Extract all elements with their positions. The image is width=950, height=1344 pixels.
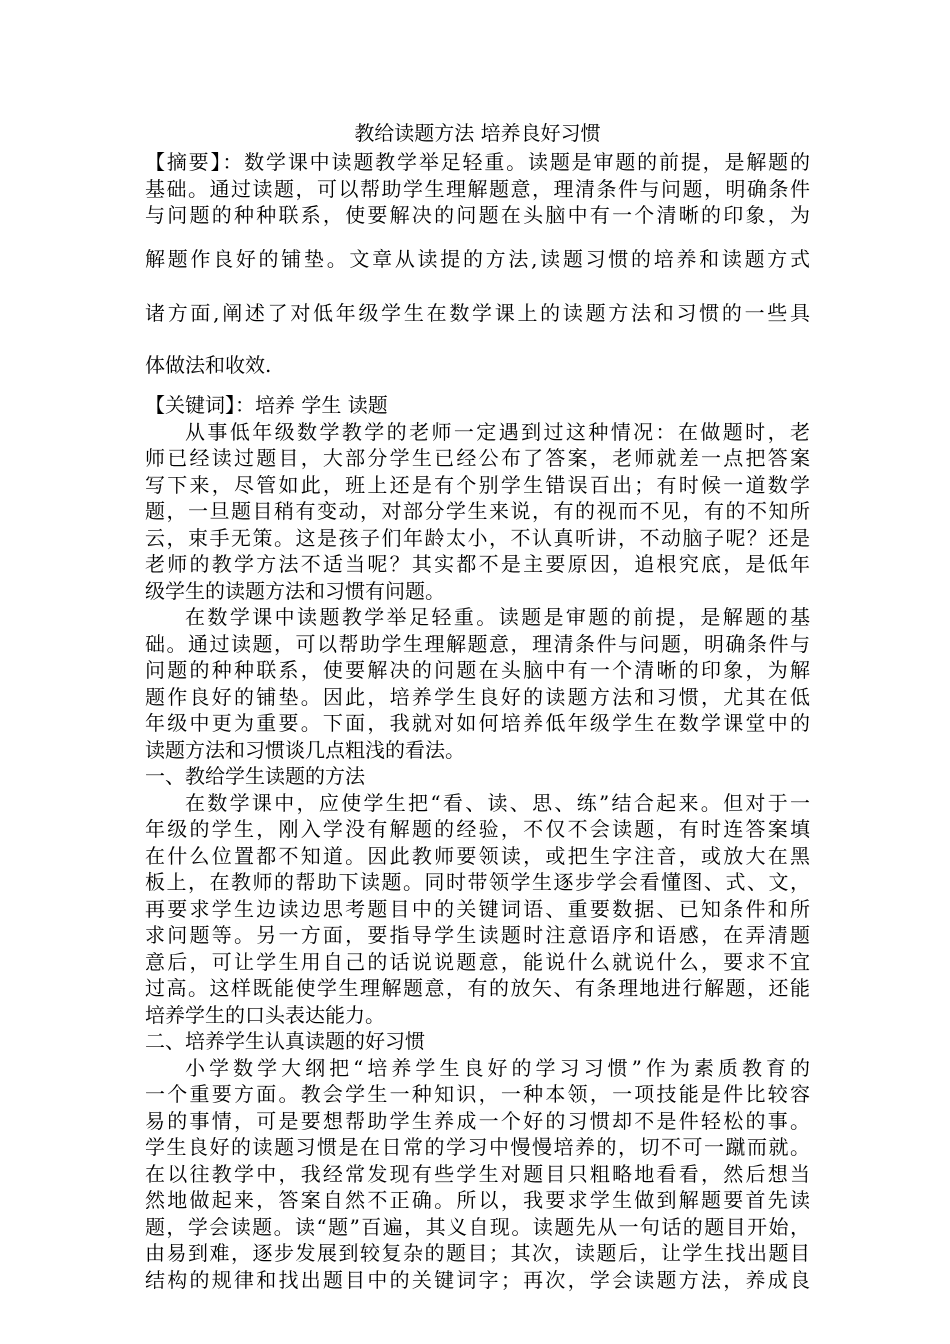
paragraph-line: 在以往教学中，我经常发现有些学生对题目只粗略地看看，然后想当: [145, 1161, 810, 1186]
abstract-line: 与问题的种种联系，使要解决的问题在头脑中有一个清晰的印象，为: [145, 203, 810, 227]
paragraph-line: 年级中更为重要。下面，我就对如何培养低年级学生在数学课堂中的: [145, 711, 810, 735]
paragraph-line: 由易到难，逐步发展到较复杂的题目；其次，读题后，让学生找出题目: [145, 1241, 810, 1265]
paragraph-line: 老师的教学方法不适当呢？其实都不是主要原因，追根究底，是低年: [145, 552, 810, 576]
abstract-line: 基础。通过读题，可以帮助学生理解题意，理清条件与问题，明确条件: [145, 176, 810, 201]
paragraph-line: 板上，在教师的帮助下读题。同时带领学生逐步学会看懂图、式、文，: [145, 870, 810, 894]
paragraph-line: 题，学会读题。读“题”百遍，其义自现。读题先从一句话的题目开始，: [145, 1214, 810, 1239]
paragraph-line: 在数学课中，应使学生把“看、读、思、练”结合起来。但对于一: [185, 790, 810, 815]
paragraph-line: 过高。这样既能使学生理解题意，有的放矢、有条理地进行解题，还能: [145, 976, 810, 1000]
paragraph-line: 读题方法和习惯谈几点粗浅的看法。: [145, 737, 465, 762]
abstract-line: 【摘要】：数学课中读题教学举足轻重。读题是审题的前提，是解题的: [145, 150, 810, 174]
document-page: [145, 118, 810, 1293]
abstract-line: 诸方面,阐述了对低年级学生在数学课上的读题方法和习惯的一些具: [145, 301, 810, 325]
paragraph-line: 师已经读过题目，大部分学生已经公布了答案，老师就差一点把答案: [145, 446, 810, 470]
paragraph-line: 培养学生的口头表达能力。: [145, 1002, 385, 1027]
section-heading: 二、培养学生认真读题的好习惯: [145, 1029, 425, 1053]
section-heading: 一、教给学生读题的方法: [145, 764, 365, 788]
paragraph-line: 求问题等。另一方面，要指导学生读题时注意语序和语感，在弄清题: [145, 923, 810, 947]
paragraph-line: 云，束手无策。这是孩子们年龄太小，不认真听讲，不动脑子呢？还是: [145, 525, 810, 550]
abstract-line: 解题作良好的铺垫。文章从读提的方法,读题习惯的培养和读题方式: [145, 247, 810, 271]
paragraph-line: 结构的规律和找出题目中的关键词字；再次，学会读题方法，养成良: [145, 1267, 810, 1292]
paragraph-line: 一个重要方面。教会学生一种知识，一种本领，一项技能是件比较容: [145, 1082, 810, 1106]
paragraph-line: 年级的学生，刚入学没有解题的经验，不仅不会读题，有时连答案填: [145, 817, 810, 841]
document-title: 教给读题方法 培养良好习惯: [354, 121, 601, 145]
body-text: [145, 419, 810, 1294]
paragraph-line: 小学数学大纲把“培养学生良好的学习习惯”作为素质教育的: [185, 1055, 810, 1080]
paragraph-line: 在什么位置都不知道。因此教师要领读，或把生字注音，或放大在黑: [145, 843, 810, 868]
paragraph-line: 在数学课中读题教学举足轻重。读题是审题的前提，是解题的基: [185, 605, 810, 629]
paragraph-line: 然地做起来，答案自然不正确。所以，我要求学生做到解题要首先读: [145, 1188, 810, 1212]
paragraph-line: 题，一旦题目稍有变动，对部分学生来说，有的视而不见，有的不知所: [145, 499, 810, 523]
paragraph-line: 础。通过读题，可以帮助学生理解题意，理清条件与问题，明确条件与: [145, 631, 810, 656]
paragraph-line: 问题的种种联系，使要解决的问题在头脑中有一个清晰的印象，为解: [145, 658, 810, 682]
paragraph-line: 写下来，尽管如此，班上还是有个别学生错误百出；有时候一道数学: [145, 472, 810, 497]
abstract-section: [145, 149, 810, 392]
keywords: 【关键词】：培养 学生 读题: [145, 393, 388, 417]
paragraph-line: 易的事情，可是要想帮助学生养成一个好的习惯却不是件轻松的事。: [145, 1108, 810, 1133]
paragraph-line: 再要求学生边读边思考题目中的关键词语、重要数据、已知条件和所: [145, 896, 810, 921]
paragraph-line: 级学生的读题方法和习惯有问题。: [145, 578, 445, 603]
paragraph-line: 意后，可让学生用自己的话说说题意，能说什么就说什么，要求不宜: [145, 949, 810, 974]
paragraph-line: 从事低年级数学教学的老师一定遇到过这种情况：在做题时，老: [185, 419, 810, 444]
paragraph-line: 学生良好的读题习惯是在日常的学习中慢慢培养的，切不可一蹴而就。: [145, 1135, 810, 1159]
abstract-line: 体做法和收效.: [145, 353, 272, 377]
paragraph-line: 题作良好的铺垫。因此，培养学生良好的读题方法和习惯，尤其在低: [145, 684, 810, 709]
